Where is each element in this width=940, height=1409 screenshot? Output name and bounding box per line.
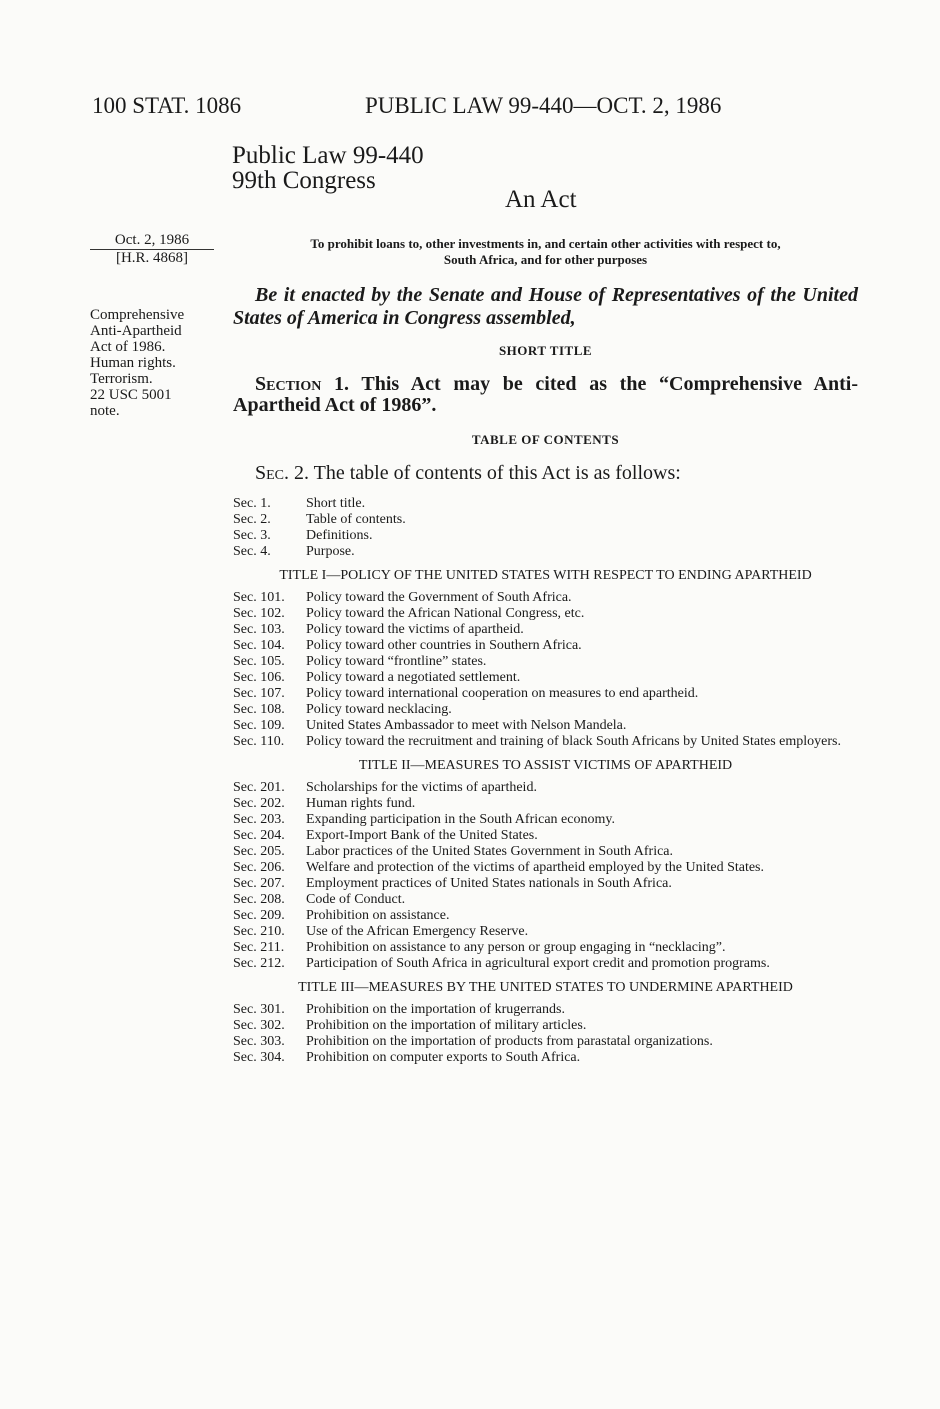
section-label: Sec. bbox=[255, 462, 290, 484]
toc-entry-number: Sec. 102. bbox=[233, 606, 285, 621]
page-reference: 100 STAT. 1086 bbox=[92, 93, 242, 118]
toc-entry bbox=[233, 860, 858, 876]
section-2 bbox=[233, 462, 858, 485]
toc-entry-number: Sec. 201. bbox=[233, 780, 285, 795]
toc-entry-number: Sec. 110. bbox=[233, 734, 285, 749]
toc-entry bbox=[233, 876, 858, 892]
toc-entry-text: Policy toward international cooperation on measures to end apartheid. bbox=[306, 686, 699, 701]
toc-entry-number: Sec. 302. bbox=[233, 1018, 285, 1033]
enactment-date: Oct. 2, 1986 bbox=[90, 232, 214, 250]
toc-entry bbox=[233, 908, 858, 924]
toc-entry bbox=[233, 496, 858, 512]
toc-entry bbox=[233, 512, 858, 528]
toc-entry-number: Sec. 101. bbox=[233, 590, 285, 605]
toc-entry bbox=[233, 828, 858, 844]
toc-entry-text: Prohibition on assistance to any person or group engaging in “necklacing”. bbox=[306, 940, 726, 955]
toc-entry-text: Policy toward the Government of South Africa. bbox=[306, 590, 572, 605]
toc-entry bbox=[233, 1050, 858, 1066]
toc-entry-number: Sec. 103. bbox=[233, 622, 285, 637]
act-heading: An Act bbox=[505, 186, 577, 213]
section-1-text: 1. This Act may be cited as the “Comprehensive Anti-Apartheid Act of 1986”. bbox=[233, 373, 858, 416]
toc-entry-text: Welfare and protection of the victims of apartheid employed by the United States. bbox=[306, 860, 765, 875]
toc-entry-number: Sec. 205. bbox=[233, 844, 285, 859]
toc-entry-number: Sec. 4. bbox=[233, 544, 271, 559]
margin-date-block bbox=[90, 232, 214, 266]
toc-title-heading: TITLE I—POLICY OF THE UNITED STATES WITH RESPECT TO ENDING APARTHEID bbox=[279, 568, 812, 583]
margin-note: Comprehensive bbox=[90, 307, 185, 323]
toc-entry-number: Sec. 3. bbox=[233, 528, 271, 543]
running-head: PUBLIC LAW 99-440—OCT. 2, 1986 bbox=[365, 93, 722, 118]
toc-entry-text: Export-Import Bank of the United States. bbox=[306, 828, 538, 843]
toc-entry-text: Policy toward a negotiated settlement. bbox=[306, 670, 521, 685]
section-1 bbox=[233, 374, 858, 416]
toc-entry-text: Prohibition on assistance. bbox=[306, 908, 450, 923]
toc-entry bbox=[233, 622, 858, 638]
toc-entry-text: Code of Conduct. bbox=[306, 892, 406, 907]
toc-entry-number: Sec. 202. bbox=[233, 796, 285, 811]
margin-note: Terrorism. bbox=[90, 371, 153, 387]
toc-entry bbox=[233, 654, 858, 670]
toc-entry-text: Policy toward the victims of apartheid. bbox=[306, 622, 524, 637]
toc-entry-number: Sec. 303. bbox=[233, 1034, 285, 1049]
toc-title-heading: TITLE III—MEASURES BY THE UNITED STATES TO UNDERMINE APARTHEID bbox=[298, 980, 793, 995]
margin-note: 22 USC 5001 bbox=[90, 387, 172, 403]
toc-entry bbox=[233, 892, 858, 908]
short-title-heading: SHORT TITLE bbox=[498, 343, 593, 358]
congress-number: 99th Congress bbox=[232, 167, 376, 194]
margin-note: Act of 1986. bbox=[90, 339, 166, 355]
toc-entry-text: Policy toward other countries in Southern Africa. bbox=[306, 638, 582, 653]
toc-entry-number: Sec. 203. bbox=[233, 812, 285, 827]
toc-entry-text: United States Ambassador to meet with Nelson Mandela. bbox=[306, 718, 627, 733]
margin-note: Human rights. bbox=[90, 355, 176, 371]
toc-entry-text: Policy toward the recruitment and training of black South Africans by United States employers. bbox=[306, 734, 841, 749]
toc-entry bbox=[233, 718, 858, 734]
toc-entry-number: Sec. 208. bbox=[233, 892, 285, 907]
toc-entry-text: Prohibition on the importation of krugerrands. bbox=[306, 1002, 565, 1017]
toc-entry-text: Scholarships for the victims of apartheid. bbox=[306, 780, 537, 795]
toc-entry-number: Sec. 304. bbox=[233, 1050, 285, 1065]
toc-entry-text: Labor practices of the United States Government in South Africa. bbox=[306, 844, 674, 859]
table-of-contents bbox=[233, 496, 858, 1066]
toc-entry bbox=[233, 734, 858, 750]
section-label: Section bbox=[255, 373, 322, 395]
toc-entry bbox=[233, 606, 858, 622]
toc-entry bbox=[233, 812, 858, 828]
toc-entry-number: Sec. 212. bbox=[233, 956, 285, 971]
toc-entry-text: Human rights fund. bbox=[306, 796, 416, 811]
toc-entry-text: Prohibition on the importation of products from parastatal organizations. bbox=[306, 1034, 713, 1049]
toc-entry-text: Participation of South Africa in agricultural export credit and promotion programs. bbox=[306, 956, 770, 971]
toc-title-heading: TITLE II—MEASURES TO ASSIST VICTIMS OF APARTHEID bbox=[358, 758, 733, 773]
toc-entry-number: Sec. 204. bbox=[233, 828, 285, 843]
toc-entry-number: Sec. 106. bbox=[233, 670, 285, 685]
toc-entry-number: Sec. 206. bbox=[233, 860, 285, 875]
toc-entry bbox=[233, 844, 858, 860]
toc-entry-text: Expanding participation in the South African economy. bbox=[306, 812, 615, 827]
toc-entry-number: Sec. 211. bbox=[233, 940, 285, 955]
toc-entry bbox=[233, 956, 858, 972]
toc-entry bbox=[233, 796, 858, 812]
toc-entry-number: Sec. 1. bbox=[233, 496, 271, 511]
enacting-clause: Be it enacted by the Senate and House of Representatives of the United States of America in Congress assembled, bbox=[233, 284, 858, 329]
toc-entry-number: Sec. 2. bbox=[233, 512, 271, 527]
toc-entry-number: Sec. 105. bbox=[233, 654, 285, 669]
toc-entry-text: Use of the African Emergency Reserve. bbox=[306, 924, 529, 939]
toc-entry-number: Sec. 109. bbox=[233, 718, 285, 733]
toc-heading: TABLE OF CONTENTS bbox=[471, 432, 620, 447]
toc-entry-text: Definitions. bbox=[306, 528, 373, 543]
margin-note: Anti-Apartheid bbox=[90, 323, 182, 339]
margin-notes bbox=[90, 307, 184, 419]
toc-entry-text: Employment practices of United States nationals in South Africa. bbox=[306, 876, 672, 891]
toc-entry bbox=[233, 1002, 858, 1018]
toc-entry-text: Prohibition on computer exports to South Africa. bbox=[306, 1050, 581, 1065]
toc-entry bbox=[233, 924, 858, 940]
toc-entry bbox=[233, 1034, 858, 1050]
toc-entry-number: Sec. 107. bbox=[233, 686, 285, 701]
toc-entry bbox=[233, 544, 858, 560]
toc-entry-text: Policy toward the African National Congress, etc. bbox=[306, 606, 585, 621]
public-law-number: Public Law 99-440 bbox=[232, 142, 424, 169]
toc-entry bbox=[233, 670, 858, 686]
section-2-text: 2. The table of contents of this Act is as follows: bbox=[289, 462, 681, 484]
toc-entry-text: Policy toward “frontline” states. bbox=[306, 654, 487, 669]
purpose-statement bbox=[233, 236, 858, 268]
bill-number: [H.R. 4868] bbox=[115, 250, 189, 266]
toc-entry-number: Sec. 301. bbox=[233, 1002, 285, 1017]
toc-entry-number: Sec. 210. bbox=[233, 924, 285, 939]
margin-note: note. bbox=[90, 403, 120, 419]
toc-entry bbox=[233, 528, 858, 544]
toc-entry bbox=[233, 638, 858, 654]
toc-entry-number: Sec. 108. bbox=[233, 702, 285, 717]
purpose-line: To prohibit loans to, other investments in, and certain other activities with respect to, bbox=[310, 236, 781, 251]
toc-entry-text: Policy toward necklacing. bbox=[306, 702, 452, 717]
toc-entry bbox=[233, 590, 858, 606]
toc-entry-text: Purpose. bbox=[306, 544, 355, 559]
toc-entry-number: Sec. 207. bbox=[233, 876, 285, 891]
toc-entry-text: Table of contents. bbox=[306, 512, 406, 527]
toc-entry-text: Short title. bbox=[306, 496, 366, 511]
toc-entry bbox=[233, 686, 858, 702]
toc-entry-text: Prohibition on the importation of military articles. bbox=[306, 1018, 587, 1033]
toc-entry-number: Sec. 209. bbox=[233, 908, 285, 923]
toc-entry bbox=[233, 702, 858, 718]
toc-entry bbox=[233, 780, 858, 796]
toc-entry-number: Sec. 104. bbox=[233, 638, 285, 653]
purpose-line: South Africa, and for other purposes bbox=[443, 252, 648, 267]
toc-entry bbox=[233, 940, 858, 956]
toc-entry bbox=[233, 1018, 858, 1034]
